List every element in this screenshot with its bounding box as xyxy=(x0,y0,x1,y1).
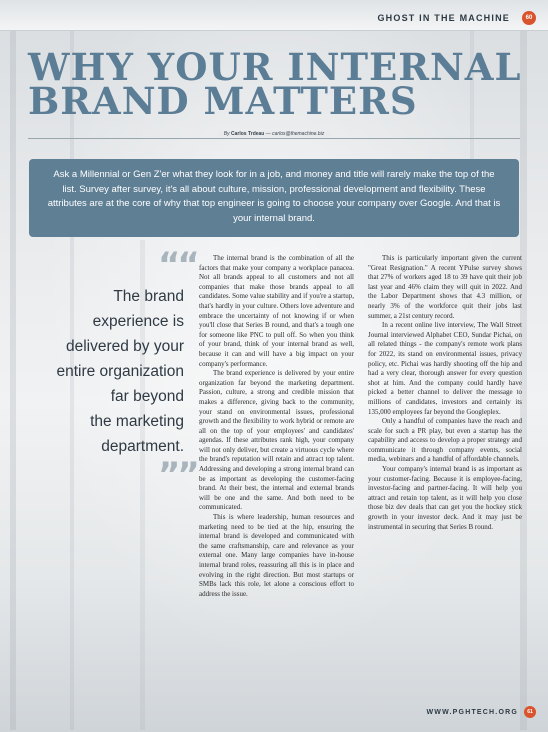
pull-quote-line: delivered by your xyxy=(65,338,184,355)
pull-quote-line: department. xyxy=(101,438,184,455)
author-email: carlos@themachine.biz xyxy=(272,131,325,137)
body-paragraph: This is where leadership, human resources and marketing need to be tied at the hip, ensuring the internal brand is developed and communicated with the same craftsmanship, care and relevance as your external one. Many large companies have in-house internal brand roles, reassuring all this is in place and evolving in the right direction. But most startups or SMBs lack this role, let alone a conscious effort to address the issue. xyxy=(199,513,354,598)
body-paragraph: This is particularly important given the current "Great Resignation." A recent YPulse survey shows that 27% of workers aged 18 to 39 have quit their job last year and 46% claim they will quit in 2022. And the Labor Department shows that 4.3 million, or nearly 3% of the workforce quit their jobs last summer, a 21st century record. xyxy=(368,254,522,320)
body-paragraph: Your company's internal brand is as important as your customer-facing. Because it is employee-facing, investor-facing and partner-facing. It will help you attract and retain top talent, as it will help you close those biz dev deals that can get you the hockey stick growth in your investor deck. And it may just be instrumental in securing that Series B round. xyxy=(368,465,522,531)
page-number-badge: 60 xyxy=(522,11,536,25)
title-line-2: BRAND MATTERS xyxy=(28,79,418,123)
article-column-2 xyxy=(368,254,522,532)
byline: By Carlos Trdeau — carlos@themachine.biz xyxy=(0,131,548,137)
body-paragraph: The internal brand is the combination of all the factors that make your company a workplace panacea. Not all brands appeal to all customers and not all companies that make those brands appeal to all candidates. Some value stability and if you're a startup, that's hardly in your culture. Others love adventure and embrace the uncertainty of not knowing if or when you'll close that Series B round, and that's a tough one for someone like PNC to pull off. So when you think of your brand, think of your internal brand as well, because it can and will have a big impact on your company's performance. xyxy=(199,254,354,368)
header-bar xyxy=(0,0,548,31)
article-title xyxy=(28,45,528,123)
byline-prefix: By xyxy=(223,131,230,137)
author-name: Carlos Trdeau xyxy=(231,131,265,137)
pull-quote-line: The brand xyxy=(113,288,184,305)
body-paragraph: Only a handful of companies have the reach and scale for such a PR play, but even a startup has the capability and access to develop a proper strategy and communicate it through company events, social media, webinars and a handful of affordable channels. xyxy=(368,417,522,464)
pull-quote xyxy=(40,284,184,459)
pull-quote-line: the marketing xyxy=(90,413,184,430)
footer-page-badge: 61 xyxy=(524,706,536,718)
body-paragraph: In a recent online live interview, The Wall Street Journal interviewed Alphabet CEO, Sundar Pichai, on all related things - the company's remote work plans for 2022, its stand on environmental issues, privacy policy, etc. Pichai was hardly shooting off the hip and had a very clear, thorough answer for every question shot at him. And the company could hardly have picked a better channel to deliver the message to millions of candidates, investors and certainly its 135,000 employees far beyond the Googleplex. xyxy=(368,321,522,416)
article-column-1 xyxy=(199,254,354,599)
title-line-1: WHY YOUR INTERNAL xyxy=(28,45,522,89)
footer-url: WWW.PGHTECH.ORG xyxy=(426,709,518,716)
pull-quote-line: far beyond xyxy=(110,388,184,405)
body-paragraph: The brand experience is delivered by your entire organization far beyond the marketing department. Passion, culture, a strong and credible mission that makes a difference, giving back to the community, your stand on environmental issues, professional growth and the flexibility to work hybrid or remote are all on the top of your employees' and candidates' agendas. If these attributes rank high, your company will not only deliver, but create a virtuous cycle where the brand's reputation will retain and attract top talent. Addressing and developing a strong internal brand can be as important as developing the customer-facing brand. At their best, the internal and external brands will be one and the same. And both need to be communicated. xyxy=(199,369,354,512)
open-quote-icon: ““ xyxy=(158,245,197,285)
close-quote-icon: ”” xyxy=(158,455,197,495)
pull-quote-line: entire organization xyxy=(56,363,184,380)
byline-rule xyxy=(28,138,520,139)
pull-quote-line: experience is xyxy=(92,313,184,330)
lead-paragraph: Ask a Millennial or Gen Z'er what they look for in a job, and money and title will rarely make the top of the list. Survey after survey, it's all about culture, mission, professional development and flexibility. These attributes are at the core of why that top engineer is going to choose your company over Google. And that is your internal brand. xyxy=(29,159,519,237)
section-label: GHOST IN THE MACHINE xyxy=(377,13,510,23)
